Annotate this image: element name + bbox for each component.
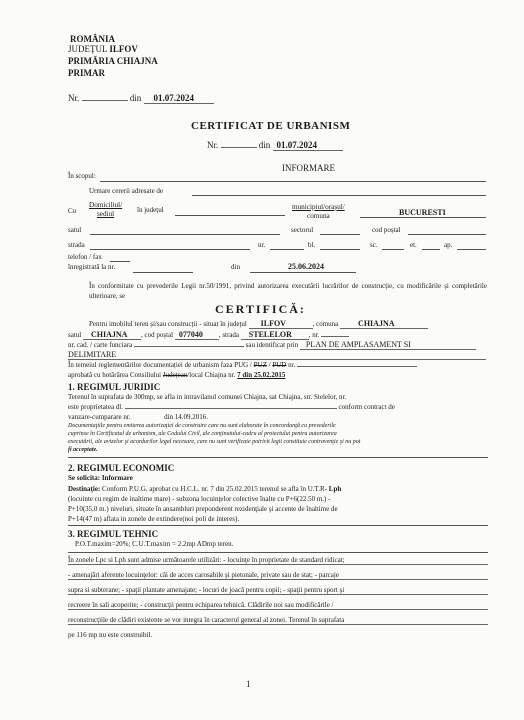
county-field-line — [175, 215, 285, 216]
request-line — [192, 195, 486, 196]
technical-line-1: În zonele Lpc si Lph sunt admise următoarele utilizări: - locuinţe în proprietate de standard ridicat; — [68, 556, 488, 565]
mayor-label: PRIMAR — [68, 68, 105, 78]
technical-line-2: - amenajări aferente locuinţelor: căi de acces carosabile şi pietonale, private sau de stat; - parcaje — [68, 571, 488, 580]
section-1-note-3: executării, ale avizelor şi acordurilor legal necesare, care nu sunt verificate potrivit legii constituie contravenţie şi nu pot — [68, 439, 361, 445]
city-hall-line: PRIMĂRIA CHIAJNA — [68, 56, 158, 66]
sector-label: sectorul — [291, 226, 314, 234]
reference-line: Nr. din 01.07.2024 — [68, 93, 214, 104]
apartment-label: ap. — [444, 241, 453, 249]
apartment-line — [457, 249, 486, 250]
technical-line-3: supra si subterane; - spaţii plantate amenajate; - locuri de joacă pentru copii; - spaţii pentru sport şi — [68, 586, 488, 595]
destination-line-1: Destinaţie: Conform P.U.G. aprobat cu H.C.L. nr. 7 din 25.02.2015 terenul se afla în U.T.R- Lph — [68, 485, 342, 493]
document-title: CERTIFICAT DE URBANISM — [191, 120, 351, 132]
section-2-divider — [68, 525, 488, 526]
country-label: ROMÂNIA — [70, 34, 115, 44]
domicile-label: Domiciliul/ — [89, 201, 123, 209]
section-1-line-2: este proprietatea dl. conform contract de — [68, 403, 395, 411]
registered-date-label: din — [231, 263, 240, 271]
registered-line — [133, 272, 193, 273]
sector-line — [320, 234, 360, 235]
technical-line-5: reconstrucţiile de clădiri existente se vor integra în caracterul general al zonei. Terenul în suprafata — [68, 616, 488, 625]
pot-cut-line: P.O.T.maxim=20%; C.U.T.maxim = 2.2mp ADmp teren. — [75, 540, 234, 548]
section-1-divider — [68, 457, 488, 458]
floor-label: et. — [410, 241, 417, 249]
destination-line-2: (locuinte cu regim de inaltime mare) - subzona locuinţelor colective înalte cu P+6(22.50 m.) - — [68, 495, 331, 503]
village-label: satul — [68, 226, 82, 234]
postal-code-line — [408, 234, 486, 235]
village-line — [90, 234, 280, 235]
technical-line-6: pe 116 mp nu este construibil. — [68, 631, 153, 639]
section-1-note-4: fi acceptate. — [68, 447, 98, 453]
postal-code-label: cod poștal — [372, 226, 401, 234]
section-2-heading: 2. REGIMUL ECONOMIC — [68, 463, 175, 473]
block-line — [320, 249, 360, 250]
urbanism-line: În temeiul reglementărilor documentației de urbanism faza PUG / PUZ / PUD nr. — [68, 361, 417, 369]
registered-date-value: 25.06.2024 — [288, 262, 324, 271]
section-1-line-3: vanzare-cumparare nr. din 14.09.2016. — [68, 413, 209, 421]
registered-label: înregistrată la nr. — [68, 263, 116, 271]
registered-date-line — [250, 272, 356, 273]
section-1-note-2: cuprinse în Certificatul de urbanism, ale Codului Civil, ale conţinutului-cadru al proiectului pentru autorizarea — [68, 431, 337, 437]
number-line — [270, 249, 304, 250]
section-3-heading: 3. REGIMUL TEHNIC — [68, 529, 159, 539]
request-label: Urmare cererii adresate de — [89, 187, 164, 195]
approval-line: aprobată cu hotărârea Consiliului Județean/local Chiajna nr. 7 din 25.02.2015 — [68, 371, 286, 379]
section-1-heading: 1. REGIMUL JURIDIC — [68, 382, 161, 392]
property-line-2: satul CHIAJNA , cod poștal 077040 , strada STELELOR , nr. — [68, 330, 349, 340]
municipality-label: municipiul/orașul/ — [292, 203, 345, 211]
section-1-note-1: Documentaţiile pentru emiterea autorizaţiei de construire care nu sunt elaborate în concordanţă cu prevederile — [68, 423, 336, 429]
city-line — [360, 217, 486, 218]
destination-line-4: P+14(47 m) aflata in zonele de extindere(noi poli de interes). — [68, 515, 240, 523]
city-value: BUCURESTI — [399, 208, 446, 217]
county-field-label: în județul — [137, 206, 164, 214]
purpose-label: INFORMARE — [282, 163, 336, 173]
destination-line-3: P+10(35,0 m.) niveluri, situate în ansambluri preponderent rezidenţiale şi accente de înaltime de — [68, 505, 338, 513]
request-type: Se solicita: Informare — [68, 474, 133, 482]
subtitle-line: Nr. din 01.07.2024 — [207, 140, 343, 151]
page-number: 1 — [246, 679, 251, 689]
street-line — [90, 249, 250, 250]
with-label: Cu — [68, 207, 77, 215]
number-label: nr. — [258, 241, 266, 249]
scope-line — [100, 181, 486, 182]
property-line-1: Pentru imobilul teren și/sau construcții - situat în județul ILFOV , comuna CHIAJNA — [89, 319, 428, 329]
floor-line — [422, 249, 440, 250]
staircase-line — [382, 249, 404, 250]
block-label: bl. — [308, 241, 316, 249]
property-line-4: DELIMITARE — [68, 350, 486, 360]
section-3-divider — [68, 552, 488, 553]
legal-intro: În conformitate cu prevederile Legii nr.50/1991, privind autorizarea executării lucrărilor de construcție, cu modificările și completările ulterioare, se — [89, 282, 487, 300]
property-line-3: nr. cad. / carte funciara sau identificat prin PLAN DE AMPLASAMENT SI — [68, 340, 476, 350]
commune-label: comuna — [307, 212, 330, 220]
street-label: strada — [68, 241, 85, 249]
seat-label: sediul — [97, 210, 115, 218]
phone-label: telefon / fax — [68, 253, 102, 261]
section-1-line-1: Terenul în suprafata de 300mp, se afla in intravilanul comunei Chiajna, sat Chiajna, str. Stelelor, nr. — [68, 393, 347, 401]
staircase-label: sc. — [370, 241, 378, 249]
technical-line-4: recreere în sali acoperite; - construcţii pentru echiparea tehnică. Clădirile noi sau modificările / — [68, 601, 488, 610]
scope-label: În scopul: — [68, 172, 96, 180]
county-line: JUDEȚUL ILFOV — [68, 44, 138, 54]
certifies-heading: CERTIFICĂ: — [215, 302, 306, 316]
phone-line — [110, 261, 130, 262]
